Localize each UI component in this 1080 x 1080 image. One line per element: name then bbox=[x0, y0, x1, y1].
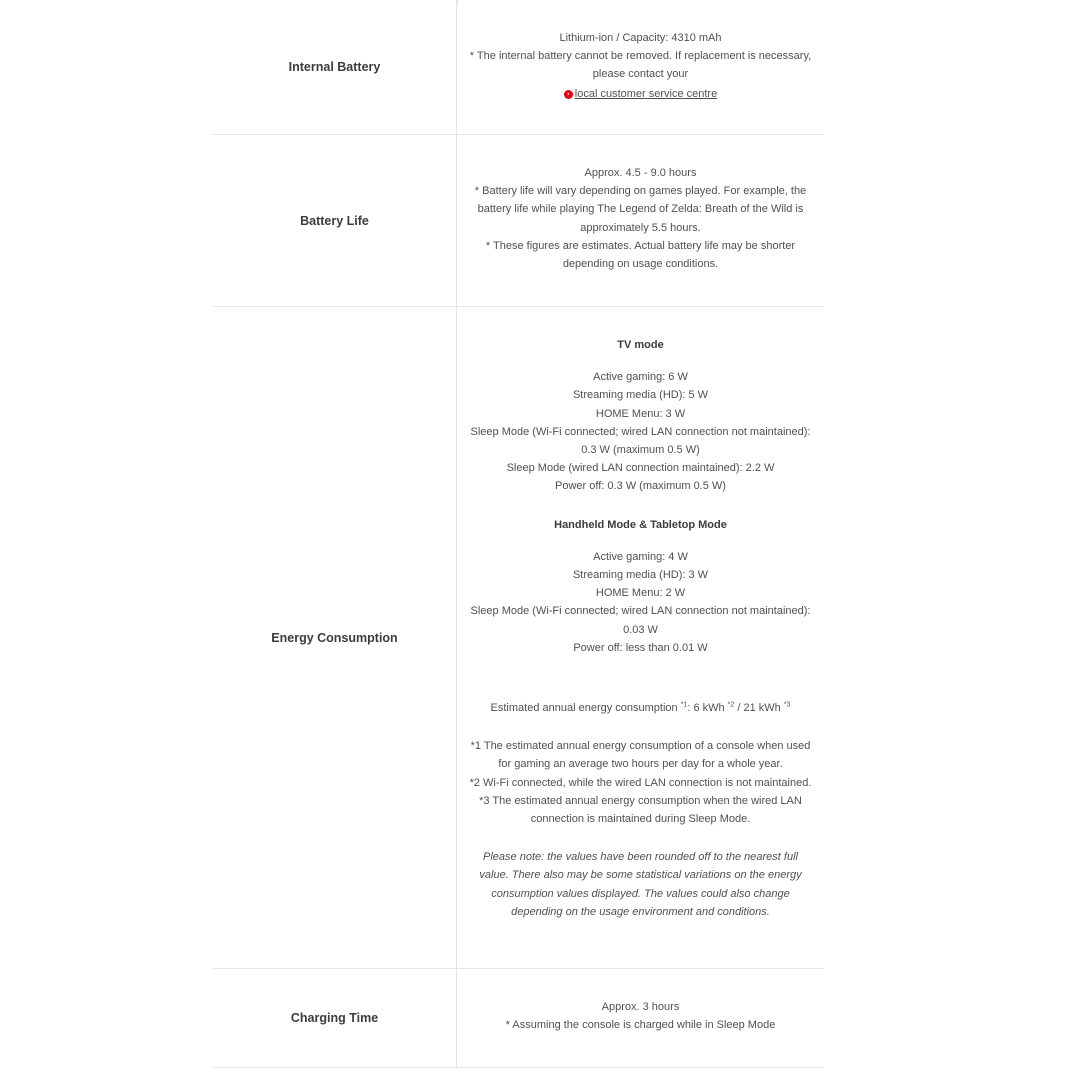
battery-life-note-estimates: * These figures are estimates. Actual battery life may be shorter depending on usage conditions. bbox=[485, 239, 796, 271]
charging-time-note: * Assuming the console is charged while in Sleep Mode bbox=[505, 1019, 776, 1032]
handheld-mode-list bbox=[469, 548, 812, 657]
footnote-2: *2 Wi-Fi connected, while the wired LAN connection is not maintained. bbox=[469, 776, 812, 789]
spec-value-energy-consumption bbox=[457, 307, 824, 968]
battery-replacement-note: * The internal battery cannot be removed. If replacement is necessary, please contact your bbox=[469, 50, 812, 81]
footnote-1: *1 The estimated annual energy consumption of a console when used for gaming an average two hours per day for a whole year. bbox=[470, 740, 811, 771]
spec-row-internal-battery bbox=[213, 0, 824, 135]
spec-label-battery-life: Battery Life bbox=[213, 135, 457, 306]
list-item: HOME Menu: 2 W bbox=[595, 587, 686, 600]
list-item: Sleep Mode (Wi-Fi connected; wired LAN connection not maintained): 0.3 W (maximum 0.5 W) bbox=[470, 425, 811, 457]
customer-service-link[interactable] bbox=[564, 85, 717, 103]
tv-mode-list bbox=[469, 368, 812, 495]
spec-row-battery-life bbox=[213, 135, 824, 307]
battery-life-note-games: * Battery life will vary depending on games played. For example, the battery life while playing The Legend of Zelda: Breath of the Wild is approximately 5.5 hours. bbox=[474, 185, 807, 234]
list-item: HOME Menu: 3 W bbox=[595, 407, 686, 420]
list-item: Active gaming: 6 W bbox=[593, 371, 688, 384]
tv-mode-heading: TV mode bbox=[617, 339, 664, 351]
spec-row-charging-time bbox=[213, 969, 824, 1068]
list-item: Streaming media (HD): 5 W bbox=[572, 389, 709, 402]
spec-value-internal-battery bbox=[457, 0, 824, 134]
spec-label-energy-consumption: Energy Consumption bbox=[213, 307, 457, 968]
spec-value-battery-life bbox=[457, 135, 824, 306]
list-item: Sleep Mode (Wi-Fi connected; wired LAN connection not maintained): 0.03 W bbox=[470, 605, 811, 636]
spec-label-internal-battery: Internal Battery bbox=[213, 0, 457, 134]
list-item: Streaming media (HD): 3 W bbox=[572, 569, 709, 582]
annual-energy-line: Estimated annual energy consumption $^{*1}$: 6 kWh $^{*2}$ / 21 kWh $^{*3}$ bbox=[490, 701, 791, 715]
list-item: Power off: 0.3 W (maximum 0.5 W) bbox=[555, 480, 726, 493]
list-item: Active gaming: 4 W bbox=[593, 550, 688, 563]
customer-service-link-text[interactable]: local customer service centre bbox=[574, 88, 718, 101]
handheld-mode-heading: Handheld Mode & Tabletop Mode bbox=[554, 518, 727, 531]
spec-label-charging-time: Charging Time bbox=[213, 969, 457, 1067]
chevron-right-circle-icon: › bbox=[564, 90, 573, 99]
battery-capacity-text: Lithium-ion / Capacity: 4310 mAh bbox=[559, 32, 722, 44]
spec-row-energy-consumption bbox=[213, 307, 824, 969]
battery-life-range: Approx. 4.5 - 9.0 hours bbox=[584, 167, 697, 179]
spec-table bbox=[213, 0, 824, 1068]
charging-time-value: Approx. 3 hours bbox=[601, 1001, 680, 1013]
spec-value-charging-time bbox=[457, 969, 824, 1067]
list-item: Power off: less than 0.01 W bbox=[573, 641, 708, 654]
rounding-note: Please note: the values have been rounded off to the nearest full value. There also may be some statistical variations on the energy consumption values displayed. The values could also change depending on the usage environment and conditions. bbox=[479, 851, 802, 918]
list-item: Sleep Mode (wired LAN connection maintained): 2.2 W bbox=[506, 462, 775, 475]
footnote-3: *3 The estimated annual energy consumption when the wired LAN connection is maintained during Sleep Mode. bbox=[479, 794, 802, 826]
